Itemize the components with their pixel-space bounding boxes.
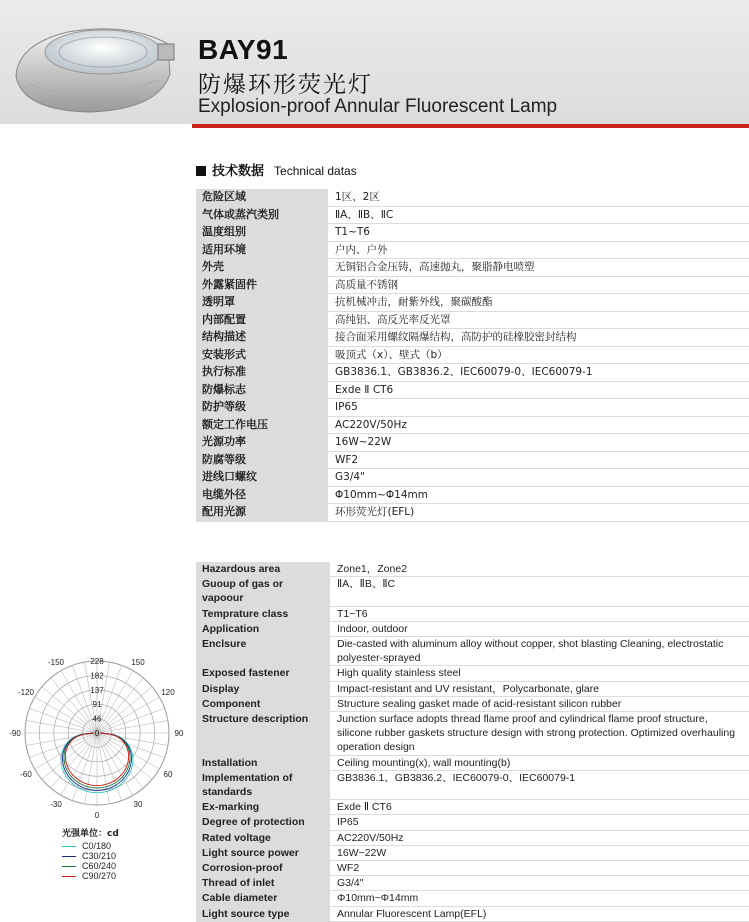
polar-angle-label: 120 <box>161 688 175 697</box>
spec-value: Φ10mm~Φ14mm <box>331 891 749 906</box>
spec-row <box>196 845 749 860</box>
legend-item <box>62 871 119 881</box>
spec-key: 额定工作电压 <box>196 416 329 434</box>
spec-value: 户内、户外 <box>329 241 749 259</box>
spec-row <box>196 381 749 399</box>
spec-row <box>196 434 749 452</box>
spec-value: ⅡA、ⅡB、ⅡC <box>329 206 749 224</box>
spec-value: AC220V/50Hz <box>329 416 749 434</box>
spec-value: IP65 <box>331 815 749 830</box>
spec-row <box>196 815 749 830</box>
spec-key: 结构描述 <box>196 329 329 347</box>
spec-key: Enclsure <box>196 637 331 666</box>
polar-radial-label: 182 <box>90 671 104 680</box>
product-title-en: Explosion-proof Annular Fluorescent Lamp <box>198 96 557 118</box>
spec-table-en <box>196 562 749 922</box>
spec-key: 透明罩 <box>196 294 329 312</box>
spec-key: Hazardous area <box>196 562 331 577</box>
spec-key: Display <box>196 681 331 696</box>
spec-row <box>196 606 749 621</box>
spec-value: AC220V/50Hz <box>331 830 749 845</box>
spec-key: Implementation of standards <box>196 770 331 799</box>
section-square-icon <box>196 166 206 176</box>
spec-key: 光源功率 <box>196 434 329 452</box>
spec-row <box>196 800 749 815</box>
spec-row <box>196 486 749 504</box>
spec-row <box>196 206 749 224</box>
spec-value: WF2 <box>329 451 749 469</box>
spec-key: Corrosion-proof <box>196 861 331 876</box>
spec-key: 防腐等级 <box>196 451 329 469</box>
spec-key: Degree of protection <box>196 815 331 830</box>
polar-angle-label: 30 <box>134 800 143 809</box>
spec-key: Light source power <box>196 845 331 860</box>
spec-value: 16W~22W <box>329 434 749 452</box>
spec-row <box>196 189 749 206</box>
spec-value: Ceiling mounting(x), wall mounting(b) <box>331 755 749 770</box>
section-title-cn: 技术数据 <box>212 164 264 179</box>
section-title-en: Technical datas <box>274 164 357 178</box>
spec-row <box>196 346 749 364</box>
spec-row <box>196 504 749 522</box>
spec-value: G3/4" <box>331 876 749 891</box>
spec-key: 温度组别 <box>196 224 329 242</box>
legend-label: C90/270 <box>82 871 116 881</box>
spec-key: 适用环境 <box>196 241 329 259</box>
polar-angle-label: -60 <box>20 770 32 779</box>
polar-angle-label: -90 <box>9 729 21 738</box>
spec-value: 16W~22W <box>331 845 749 860</box>
spec-row <box>196 830 749 845</box>
spec-value: 抗机械冲击，耐紫外线，聚碳酸酯 <box>329 294 749 312</box>
spec-value: 高纯铝、高反光率反光罩 <box>329 311 749 329</box>
spec-value: High quality stainless steel <box>331 666 749 681</box>
polar-angle-label: -150 <box>48 658 65 667</box>
spec-key: Exposed fastener <box>196 666 331 681</box>
polar-angle-label: 90 <box>175 729 184 738</box>
spec-value: 吸顶式（x）、壁式（b） <box>329 346 749 364</box>
spec-row <box>196 621 749 636</box>
spec-row <box>196 451 749 469</box>
spec-value: 环形荧光灯(EFL) <box>329 504 749 522</box>
spec-key: Installation <box>196 755 331 770</box>
model-number: BAY91 <box>198 34 288 66</box>
spec-value: Impact-resistant and UV resistant，Polycarbonate, glare <box>331 681 749 696</box>
spec-key: 进线口螺纹 <box>196 469 329 487</box>
polar-angle-label: -120 <box>18 688 35 697</box>
spec-key: Light source type <box>196 906 331 921</box>
spec-row <box>196 329 749 347</box>
polar-radial-label: 137 <box>90 686 104 695</box>
spec-row <box>196 666 749 681</box>
spec-value: Structure sealing gasket made of acid-resistant silicon rubber <box>331 696 749 711</box>
legend-swatch <box>62 876 76 878</box>
spec-key: Structure description <box>196 712 331 756</box>
spec-row <box>196 562 749 577</box>
spec-key: 安装形式 <box>196 346 329 364</box>
legend-unit-label: 光强单位：cd <box>62 826 119 839</box>
spec-value: GB3836.1、GB3836.2、IEC60079-0、IEC60079-1 <box>329 364 749 382</box>
lamp-product-image <box>8 14 178 114</box>
spec-value: Die-casted with aluminum alloy without copper, shot blasting Cleaning, electrostatic polyester-sprayed <box>331 637 749 666</box>
spec-row <box>196 416 749 434</box>
spec-row <box>196 712 749 756</box>
spec-row <box>196 469 749 487</box>
polar-light-distribution-chart <box>4 650 190 820</box>
spec-value: G3/4" <box>329 469 749 487</box>
legend-item <box>62 851 119 861</box>
section-heading <box>196 160 357 179</box>
spec-value: ⅡA、ⅡB、ⅡC <box>331 577 749 606</box>
spec-row <box>196 891 749 906</box>
spec-value: IP65 <box>329 399 749 417</box>
spec-key: 外露紧固件 <box>196 276 329 294</box>
spec-key: 内部配置 <box>196 311 329 329</box>
spec-row <box>196 276 749 294</box>
product-title-cn: 防爆环形荧光灯 <box>198 66 373 99</box>
polar-angle-label: 150 <box>131 658 145 667</box>
polar-radial-label: 46 <box>93 715 102 724</box>
polar-radial-label: 228 <box>90 657 104 666</box>
spec-value: Junction surface adopts thread flame proof and cylindrical flame proof structure, silicone rubber gaskets structure design with strong protection. Optimized overhauling operation design <box>331 712 749 756</box>
spec-key: 执行标准 <box>196 364 329 382</box>
polar-legend <box>62 826 119 881</box>
spec-value: 接合面采用螺纹隔爆结构，高防护的硅橡胶密封结构 <box>329 329 749 347</box>
spec-key: Application <box>196 621 331 636</box>
spec-key: 外壳 <box>196 259 329 277</box>
spec-row <box>196 876 749 891</box>
legend-swatch <box>62 856 76 858</box>
spec-row <box>196 259 749 277</box>
spec-row <box>196 696 749 711</box>
header-accent-line <box>192 124 749 128</box>
spec-key: Thread of inlet <box>196 876 331 891</box>
spec-key: 电缆外径 <box>196 486 329 504</box>
spec-row <box>196 861 749 876</box>
spec-row <box>196 577 749 606</box>
spec-value: T1~T6 <box>331 606 749 621</box>
legend-item <box>62 861 119 871</box>
legend-swatch <box>62 846 76 848</box>
spec-row <box>196 906 749 921</box>
spec-value: Exde Ⅱ CT6 <box>331 800 749 815</box>
legend-item <box>62 841 119 851</box>
polar-angle-label: -30 <box>50 800 62 809</box>
spec-table-cn <box>196 189 749 522</box>
spec-row <box>196 399 749 417</box>
legend-label: C60/240 <box>82 861 116 871</box>
spec-value: GB3836.1、GB3836.2、IEC60079-0、IEC60079-1 <box>331 770 749 799</box>
polar-radial-label: 0 <box>95 729 100 738</box>
spec-row <box>196 755 749 770</box>
polar-angle-label: 0 <box>95 811 100 820</box>
spec-value: 高质量不锈钢 <box>329 276 749 294</box>
polar-radial-label: 91 <box>93 700 102 709</box>
spec-row <box>196 364 749 382</box>
spec-row <box>196 681 749 696</box>
spec-key: 配用光源 <box>196 504 329 522</box>
spec-key: Cable diameter <box>196 891 331 906</box>
spec-value: Zone1，Zone2 <box>331 562 749 577</box>
spec-key: 危险区域 <box>196 189 329 206</box>
spec-key: Ex-marking <box>196 800 331 815</box>
spec-row <box>196 311 749 329</box>
spec-value: 无铜铝合金压铸，高速抛丸，聚脂静电喷塑 <box>329 259 749 277</box>
spec-key: 防爆标志 <box>196 381 329 399</box>
spec-key: 防护等级 <box>196 399 329 417</box>
spec-row <box>196 241 749 259</box>
spec-key: Rated voltage <box>196 830 331 845</box>
spec-value: Φ10mm~Φ14mm <box>329 486 749 504</box>
legend-swatch <box>62 866 76 868</box>
spec-key: Guoup of gas or vapoour <box>196 577 331 606</box>
spec-row <box>196 224 749 242</box>
spec-key: 气体或蒸汽类别 <box>196 206 329 224</box>
legend-label: C0/180 <box>82 841 111 851</box>
spec-row <box>196 294 749 312</box>
spec-value: Indoor, outdoor <box>331 621 749 636</box>
polar-angle-label: 60 <box>164 770 173 779</box>
spec-value: T1~T6 <box>329 224 749 242</box>
spec-value: Exde Ⅱ CT6 <box>329 381 749 399</box>
legend-label: C30/210 <box>82 851 116 861</box>
spec-row <box>196 770 749 799</box>
spec-value: WF2 <box>331 861 749 876</box>
spec-value: Annular Fluorescent Lamp(EFL) <box>331 906 749 921</box>
spec-key: Component <box>196 696 331 711</box>
spec-key: Temprature class <box>196 606 331 621</box>
spec-value: 1区、2区 <box>329 189 749 206</box>
spec-row <box>196 637 749 666</box>
